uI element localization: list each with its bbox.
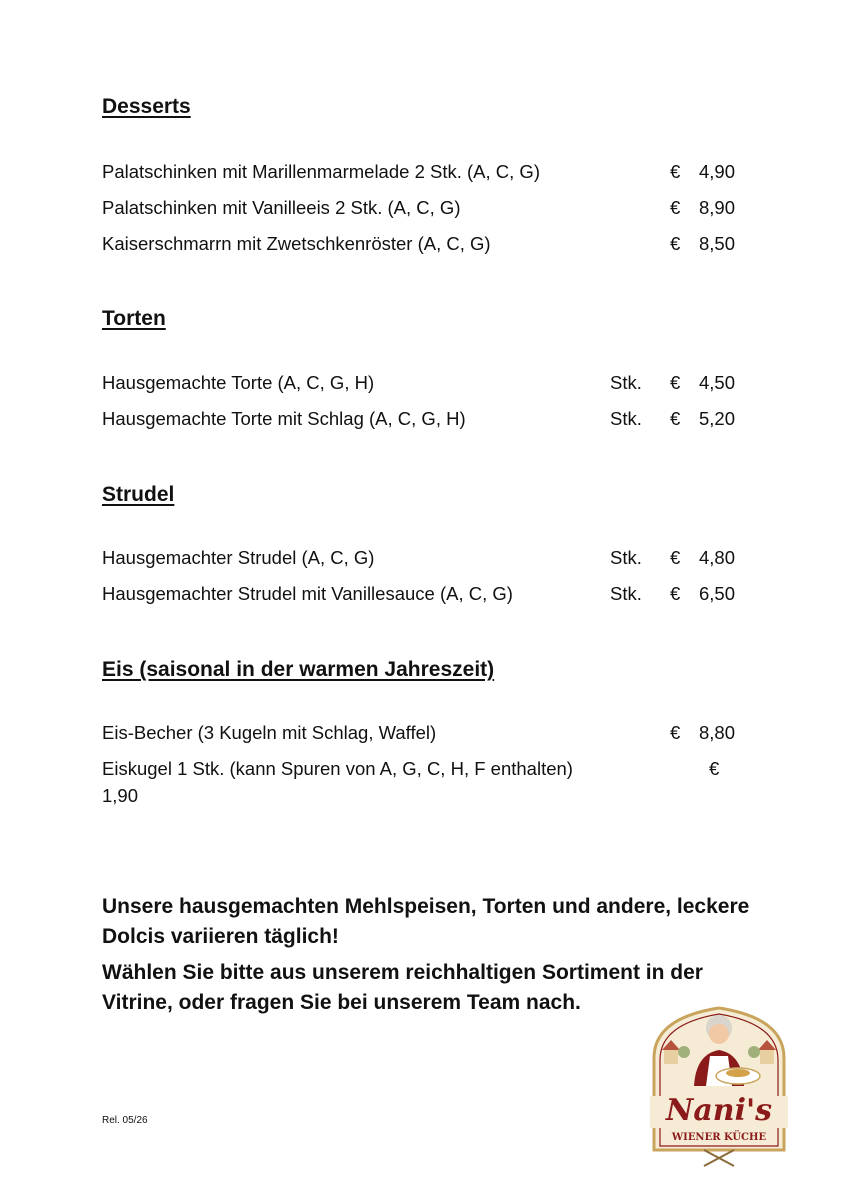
currency-symbol: € [670, 408, 681, 429]
section-title-strudel: Strudel [102, 483, 175, 506]
currency-symbol: € [670, 233, 681, 254]
menu-item-name: Palatschinken mit Marillenmarmelade 2 Stk. (A, C, G) [102, 161, 540, 182]
menu-item-name: Hausgemachter Strudel (A, C, G) [102, 547, 375, 568]
release-label: Rel. 05/26 [102, 1115, 148, 1126]
section-title-torten: Torten [102, 307, 166, 330]
logo-subtitle-text: WIENER KÜCHE [671, 1132, 767, 1143]
menu-item-name: Eiskugel 1 Stk. (kann Spuren von A, G, C, H, F enthalten) [102, 758, 573, 779]
menu-item-price: 8,90 [699, 197, 736, 218]
currency-symbol: € [670, 722, 681, 743]
section-title-eis: Eis (saisonal in der warmen Jahreszeit) [102, 658, 495, 681]
menu-item-price: 6,50 [699, 583, 736, 604]
menu-item-name: Hausgemachter Strudel mit Vanillesauce (A, C, G) [102, 583, 513, 604]
nanis-logo [640, 1000, 798, 1172]
menu-item-price: 5,20 [699, 408, 736, 429]
menu-item-unit: Stk. [610, 372, 642, 393]
menu-item-price: 4,80 [699, 547, 736, 568]
section-title-desserts: Desserts [102, 95, 191, 118]
info-note-vitrine: Wählen Sie bitte aus unserem reichhaltigen Sortiment in der Vitrine, oder fragen Sie bei unserem Team nach. [102, 961, 703, 1014]
currency-symbol: € [670, 583, 681, 604]
menu-item-name: Hausgemachte Torte (A, C, G, H) [102, 372, 375, 393]
menu-item-price: 1,90 [102, 785, 139, 806]
menu-item-price: 4,90 [699, 161, 736, 182]
info-note-daily-variety: Unsere hausgemachten Mehlspeisen, Torten und andere, leckere Dolcis variieren täglich! [102, 895, 750, 948]
currency-symbol: € [709, 758, 720, 779]
currency-symbol: € [670, 161, 681, 182]
menu-item-price: 4,50 [699, 372, 736, 393]
menu-item-price: 8,50 [699, 233, 736, 254]
menu-item-name: Kaiserschmarrn mit Zwetschkenröster (A, C, G) [102, 233, 491, 254]
currency-symbol: € [670, 197, 681, 218]
menu-item-price: 8,80 [699, 722, 736, 743]
menu-item-unit: Stk. [610, 408, 642, 429]
currency-symbol: € [670, 547, 681, 568]
menu-item-name: Palatschinken mit Vanilleeis 2 Stk. (A, C, G) [102, 197, 461, 218]
menu-item-name: Eis-Becher (3 Kugeln mit Schlag, Waffel) [102, 722, 437, 743]
currency-symbol: € [670, 372, 681, 393]
menu-item-name: Hausgemachte Torte mit Schlag (A, C, G, H) [102, 408, 466, 429]
menu-item-unit: Stk. [610, 583, 642, 604]
logo-brand-text: Nani's [665, 1093, 773, 1128]
menu-item-unit: Stk. [610, 547, 642, 568]
nanis-logo-graphic [640, 1000, 798, 1172]
